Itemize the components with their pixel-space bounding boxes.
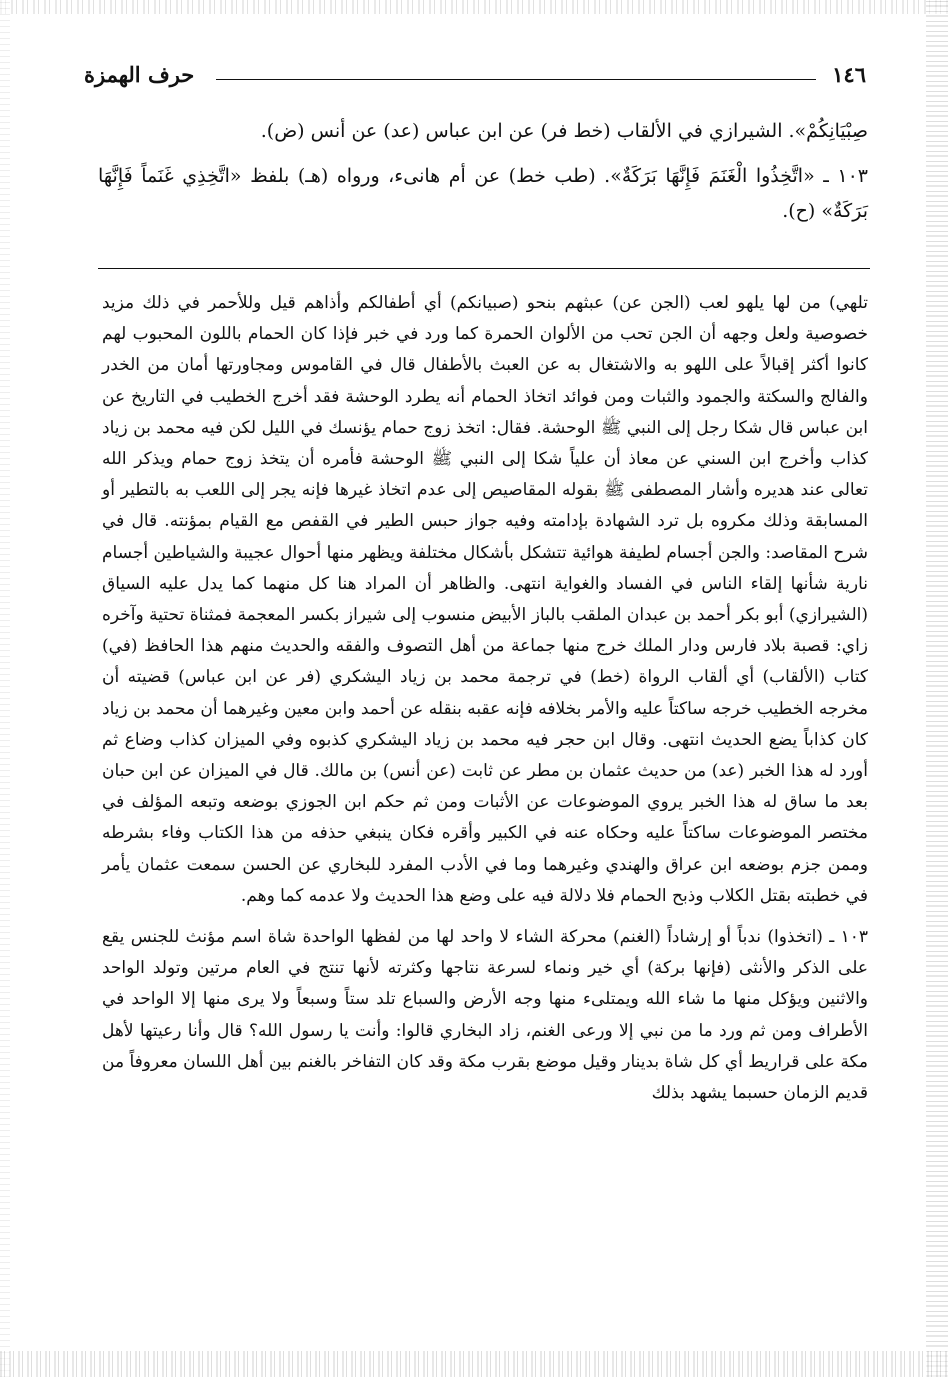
chapter-title: حرف الهمزة [84,62,195,87]
commentary-paragraph: ١٠٣ ـ (اتخذوا) ندباً أو إرشاداً (الغنم) محركة الشاء لا واحد لها من لفظها الواحدة شاة اسم مؤنث للجنس يقع على الذكر والأنثى (فإنها بركة) أي خير ونماء لسرعة نتاجها وكثرته لأنها تنتج في العام مرتين وتولد الواحد والاثنين ويؤكل منها ما شاء الله ويمتلىء منها وجه الأرض والسباع تلد ستاً وسبعاً ولا يرى منها إلا الواحد في الأطراف ومن ثم ورد ما من نبي إلا ورعى الغنم، زاد البخاري قالوا: وأنت يا رسول الله؟ قال وأنا رعيتها لأهل مكة على قراريط أي كل شاة بدينار وقيل موضع بقرب مكة وقد كان التفاخر بالغنم بين أهل اللسان معروفاً من قديم الزمان حسبما يشهد بذلك [102,927,868,1104]
page-header [84,60,866,94]
commentary-paragraph: تلهي) من لها يلهو لعب (الجن عن) عبثهم بنحو (صبيانكم) أي أطفالكم وأذاهم قيل وللأحمر في ذلك مزيد خصوصية ولعل وجهه أن الجن تحب من الألوان الحمرة كما ورد في خبر فإذا كان الحمام باللون المحبوب لهم كانوا أكثر إقبالاً على اللهو به والاشتغال به عن العبث بالأطفال قال في القاموس ومجاورتها أمان من الخدر والفالج والسكتة والجمود والثبات ومن فوائد اتخاذ الحمام أنه يطرد الوحشة فقد أخرج الخطيب في التاريخ عن ابن عباس قال شكا رجل إلى النبي ﷺ الوحشة. فقال: اتخذ زوج حمام يؤنسك في الليل لكن فيه محمد بن زياد كذاب وأخرج ابن السني عن معاذ أن علياً شكا إلى النبي ﷺ الوحشة فأمره أن يتخذ زوج حمام ويذكر الله تعالى عند هديره وأشار المصطفى ﷺ بقوله المقاصيص إلى عدم اتخاذ غيرها فإنه يجر إلى اللعب به بالتطير أو المسابقة وذلك مكروه بل ترد الشهادة بإدامته وفيه جواز حبس الطير في القفص مع القيام بمؤنته. قال في شرح المقاصد: والجن أجسام لطيفة هوائية تتشكل بأشكال مختلفة ويظهر منها أحوال عجيبة والشياطين أجسام نارية شأنها إلقاء الناس في الفساد والغواية انتهى. والظاهر أن المراد هنا كل منهما كما يدل عليه السياق (الشيرازي) أبو بكر أحمد بن عبدان الملقب بالباز الأبيض منسوب إلى شيراز بكسر المعجمة فمثناة تحتية وآخره زاي: قصبة بلاد فارس ودار الملك خرج منها جماعة من أهل التصوف والفقه والحديث منهم هذا الحافظ (في) كتاب (الألقاب) أي ألقاب الرواة (خط) في ترجمة محمد بن زياد اليشكري (فر عن ابن عباس) قضيته أن مخرجه الخطيب خرجه ساكتاً عليه والأمر بخلافه فإنه عقبه بنقله عن أحمد وابن معين وغيرهما أن محمد بن زياد كان كذاباً يضع الحديث انتهى. وقال ابن حجر فيه محمد بن زياد اليشكري كذبوه وفي الميزان كذاب وضاع ثم أورد له هذا الخبر (عد) من حديث عثمان بن مطر عن ثابت (عن أنس) بن مالك. قال في الميزان عن ابن حبان بعد ما ساق له هذا الخبر يروي الموضوعات عن الأثبات ومن ثم حكم ابن الجوزي بوضعه وتبعه المؤلف في مختصر الموضوعات ساكتاً عليه وحكاه عنه في الكبير وأقره فكان ينبغي حذفه من هذا الكتاب وفاء بشرطه وممن جزم بوضعه ابن عراق والهندي وغيرهما وما في الأدب المفرد للبخاري عن الحسن سمعت عثمان يأمر في خطبته بقتل الكلاب وذبح الحمام فلا دلالة فيه على وضع هذا الحديث ولا عدمه كما وهم. [102,293,869,906]
page-number: ١٤٦ [832,62,866,87]
header-rule [216,79,816,80]
scan-noise-bottom [0,1351,948,1377]
section-divider [98,268,870,269]
hadith-paragraph: صِبْيَانِكُمْ». الشيرازي في الألقاب (خط فر) عن ابن عباس (عد) عن أنس (ض). [260,120,868,142]
scan-noise-right [926,0,948,1377]
scan-noise-left [0,0,10,1377]
hadith-paragraph: ١٠٣ ـ «اتَّخِذُوا الْغَنَمَ فَإِنَّهَا بَرَكَةٌ». (طب خط) عن أم هانىء، ورواه (هـ) بلفظ «اتَّخِذِي غَنَماً فَإِنَّهَا بَرَكَةٌ» (ح). [98,165,868,222]
scan-noise-top [0,0,948,14]
main-hadith-text [98,114,868,239]
commentary-text [102,288,868,1109]
